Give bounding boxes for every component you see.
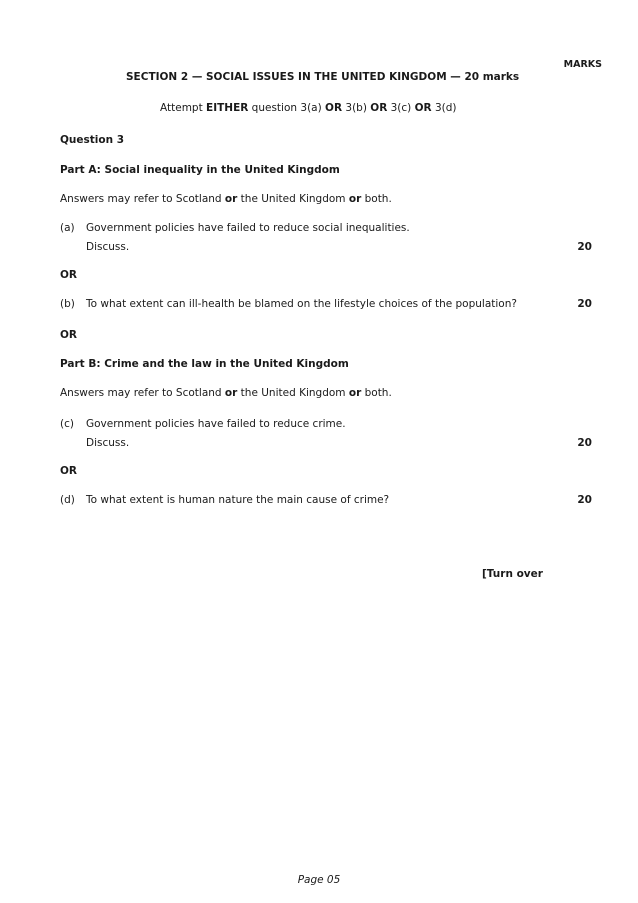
attempt-text: Attempt (160, 102, 207, 114)
attempt-text: question 3(a) (248, 102, 326, 114)
question-b-marks: 20 (577, 298, 592, 310)
question-c-marks: 20 (577, 437, 592, 449)
part-a-refer-note (60, 193, 392, 205)
attempt-text: 3(b) (342, 102, 371, 114)
attempt-instruction (160, 102, 457, 114)
page-number: Page 05 (297, 874, 341, 886)
question-heading: Question 3 (60, 134, 125, 146)
question-d-marks: 20 (577, 494, 592, 506)
marks-column-header: MARKS (563, 59, 602, 70)
part-b-refer-note (60, 387, 392, 399)
attempt-text: 3(c) (387, 102, 415, 114)
or-keyword: or (348, 193, 362, 205)
note-text: Answers may refer to Scotland (60, 193, 225, 205)
or-keyword: OR (370, 102, 388, 114)
question-d-text: To what extent is human nature the main cause of crime? (86, 494, 390, 506)
question-c-text: Government policies have failed to reduce crime. (86, 418, 346, 430)
question-d-label: (d) (60, 494, 75, 506)
note-text: the United Kingdom (237, 193, 349, 205)
note-text: Answers may refer to Scotland (60, 387, 225, 399)
question-b-text: To what extent can ill-health be blamed on the lifestyle choices of the population? (86, 298, 517, 310)
part-b-title: Part B: Crime and the law in the United Kingdom (60, 358, 349, 370)
section-title: SECTION 2 — SOCIAL ISSUES IN THE UNITED KINGDOM — 20 marks (126, 71, 520, 83)
turn-over-note: [Turn over (482, 568, 543, 580)
note-text: both. (361, 387, 392, 399)
or-keyword: OR (414, 102, 432, 114)
or-keyword: or (224, 387, 238, 399)
attempt-text: 3(d) (431, 102, 457, 114)
note-text: the United Kingdom (237, 387, 349, 399)
part-a-title: Part A: Social inequality in the United Kingdom (60, 164, 340, 176)
or-keyword: or (224, 193, 238, 205)
or-separator: OR (60, 269, 78, 281)
question-c-label: (c) (60, 418, 74, 430)
or-keyword: or (348, 387, 362, 399)
question-b-label: (b) (60, 298, 75, 310)
question-a-discuss: Discuss. (86, 241, 130, 253)
either-keyword: EITHER (206, 102, 249, 114)
or-separator: OR (60, 465, 78, 477)
question-a-label: (a) (60, 222, 75, 234)
question-a-text: Government policies have failed to reduce social inequalities. (86, 222, 410, 234)
note-text: both. (361, 193, 392, 205)
or-keyword: OR (325, 102, 343, 114)
question-c-discuss: Discuss. (86, 437, 130, 449)
question-a-marks: 20 (577, 241, 592, 253)
or-separator: OR (60, 329, 78, 341)
